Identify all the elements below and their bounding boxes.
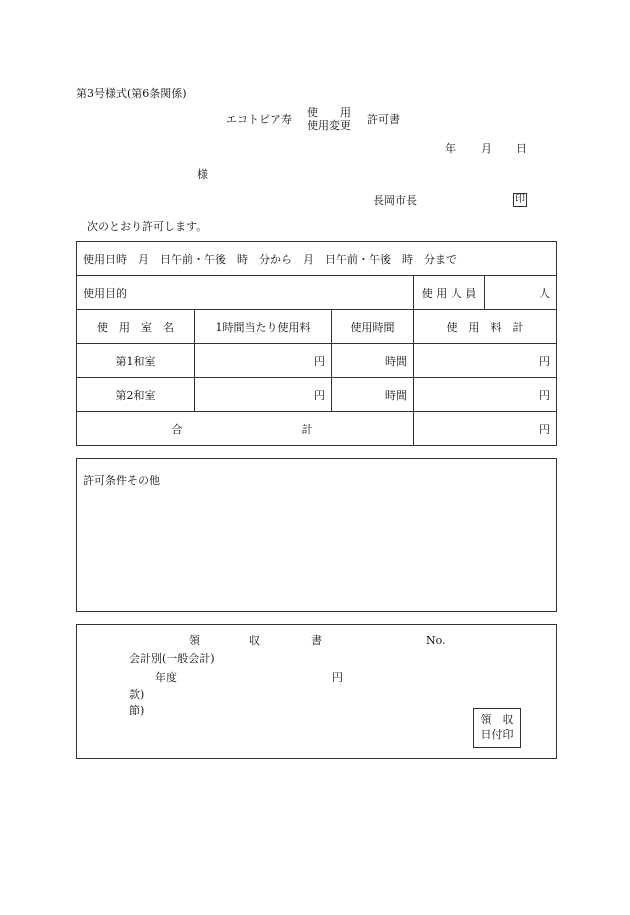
table-row (77, 378, 557, 412)
people-unit: 人 (485, 276, 557, 310)
header-row (77, 310, 557, 344)
fiscal-year: 年度 (155, 671, 177, 684)
fee-total-unit: 円 (414, 344, 557, 378)
datetime-row (77, 242, 557, 276)
header-room-name: 使 用 室 名 (77, 310, 195, 344)
hourly-fee-unit: 円 (195, 344, 332, 378)
usage-time-unit: 時間 (332, 344, 414, 378)
receipt-title-2: 収 (249, 634, 260, 647)
amount-yen: 円 (332, 671, 343, 684)
header-fee-total: 使 用 料 計 (414, 310, 557, 344)
permit-table (76, 241, 557, 446)
header-hourly-fee: 1時間当たり使用料 (195, 310, 332, 344)
receipt-title-1: 領 (189, 634, 200, 647)
usage-time-unit: 時間 (332, 378, 414, 412)
kan-label: 款) (129, 688, 145, 701)
table-row (77, 344, 557, 378)
document-title: 許可書 (367, 113, 400, 126)
stamp-line-1: 領 収 (480, 713, 514, 726)
room-name: 第1和室 (77, 344, 195, 378)
date-day: 日 (516, 142, 527, 155)
sum-label-right: 計 (301, 422, 313, 436)
sum-label-cell (77, 412, 414, 446)
sum-row (77, 412, 557, 446)
purpose-label: 使用目的 (77, 276, 414, 310)
purpose-row (77, 276, 557, 310)
setsu-label: 節) (129, 704, 145, 717)
date-year: 年 (445, 142, 456, 155)
room-name: 第2和室 (77, 378, 195, 412)
facility-name: エコトピア寿 (226, 113, 292, 126)
receipt-no-label: No. (426, 634, 446, 647)
receipt-title-3: 書 (311, 634, 322, 647)
conditions-label: 許可条件その他 (83, 474, 160, 487)
header-usage-time: 使用時間 (332, 310, 414, 344)
intro-text: 次のとおり許可します。 (87, 220, 208, 233)
conditions-box (76, 458, 557, 612)
account-type: 会計別(一般会計) (129, 652, 215, 665)
datetime-text: 月 日午前・午後 時 分から 月 日午前・午後 時 分まで (138, 252, 457, 266)
issuer: 長岡市長 (373, 194, 417, 207)
addressee-suffix: 様 (197, 168, 208, 181)
fee-total-unit: 円 (414, 378, 557, 412)
seal-mark: 印 (515, 194, 525, 205)
stamp-line-2: 日付印 (480, 728, 514, 741)
use-change-label: 使用変更 (307, 119, 351, 132)
datetime-label: 使用日時 (83, 252, 127, 266)
sum-unit: 円 (414, 412, 557, 446)
hourly-fee-unit: 円 (195, 378, 332, 412)
date-month: 月 (481, 142, 492, 155)
sum-label-left: 合 (171, 422, 183, 436)
people-label: 使 用 人 員 (414, 276, 485, 310)
use-label: 使 用 (307, 106, 351, 119)
datetime-cell (77, 242, 557, 276)
receipt-box (76, 624, 557, 759)
form-number: 第3号様式(第6条関係) (76, 87, 187, 100)
receipt-date-stamp (473, 708, 521, 748)
